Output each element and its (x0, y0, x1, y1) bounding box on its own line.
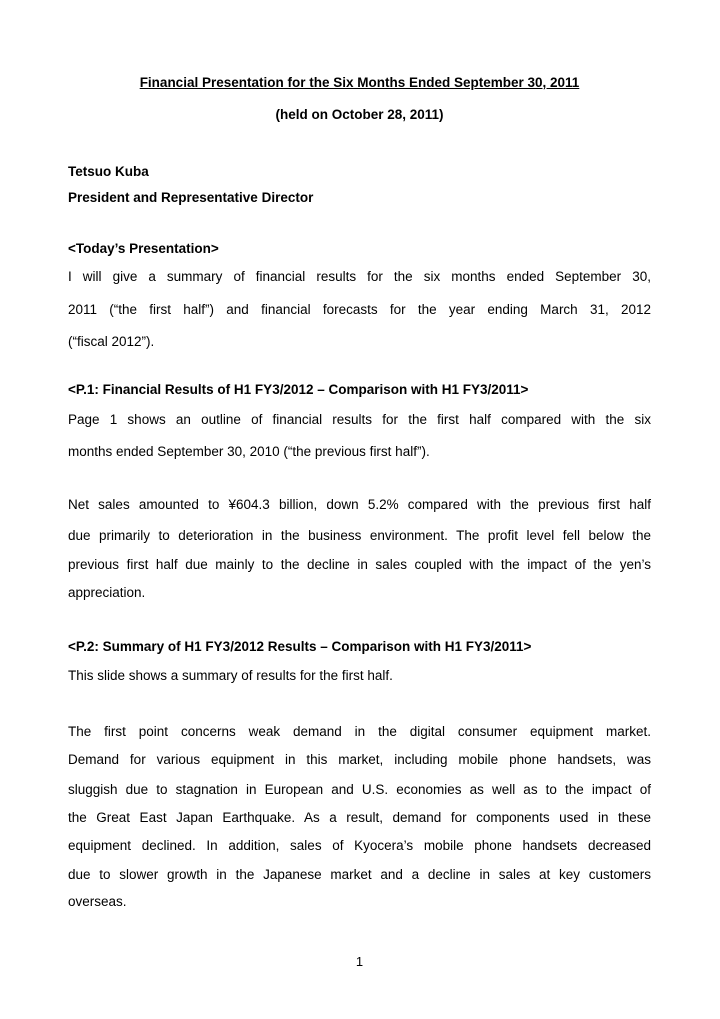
document-subtitle: (held on October 28, 2011) (275, 107, 444, 122)
paragraph-line: months ended September 30, 2010 (“the previous first half”). (68, 444, 430, 459)
paragraph-line: (“fiscal 2012”). (68, 334, 155, 349)
paragraph-line: the Great East Japan Earthquake. As a result, demand for components used in these (68, 810, 651, 825)
paragraph-line: This slide shows a summary of results for the first half. (68, 668, 393, 683)
paragraph-line: Page 1 shows an outline of financial results for the first half compared with the six (68, 412, 651, 427)
section-heading-p2: <P.2: Summary of H1 FY3/2012 Results – Comparison with H1 FY3/2011> (68, 639, 532, 654)
page-number: 1 (355, 954, 364, 969)
paragraph-line: due to slower growth in the Japanese market and a decline in sales at key customers (68, 867, 651, 882)
speaker-name: Tetsuo Kuba (68, 164, 149, 179)
paragraph-line: The first point concerns weak demand in the digital consumer equipment market. (68, 724, 651, 739)
speaker-role: President and Representative Director (68, 190, 314, 205)
paragraph-line: previous first half due mainly to the decline in sales coupled with the impact of the yen’s (68, 557, 651, 572)
paragraph-line: overseas. (68, 894, 127, 909)
paragraph-line: 2011 (“the first half”) and financial forecasts for the year ending March 31, 2012 (68, 302, 651, 317)
paragraph-line: Net sales amounted to ¥604.3 billion, down 5.2% compared with the previous first half (68, 497, 651, 512)
paragraph-line: due primarily to deterioration in the business environment. The profit level fell below the (68, 528, 651, 543)
paragraph-line: equipment declined. In addition, sales of Kyocera’s mobile phone handsets decreased (68, 838, 651, 853)
document-page (68, 0, 651, 1019)
paragraph-line: Demand for various equipment in this market, including mobile phone handsets, was (68, 752, 651, 767)
document-title: Financial Presentation for the Six Months Ended September 30, 2011 (139, 75, 580, 90)
paragraph-line: I will give a summary of financial results for the six months ended September 30, (68, 269, 651, 284)
section-heading-p1: <P.1: Financial Results of H1 FY3/2012 – Comparison with H1 FY3/2011> (68, 382, 529, 397)
section-heading-today: <Today’s Presentation> (68, 241, 219, 256)
paragraph-line: appreciation. (68, 585, 146, 600)
paragraph-line: sluggish due to stagnation in European and U.S. economies as well as to the impact of (68, 782, 651, 797)
